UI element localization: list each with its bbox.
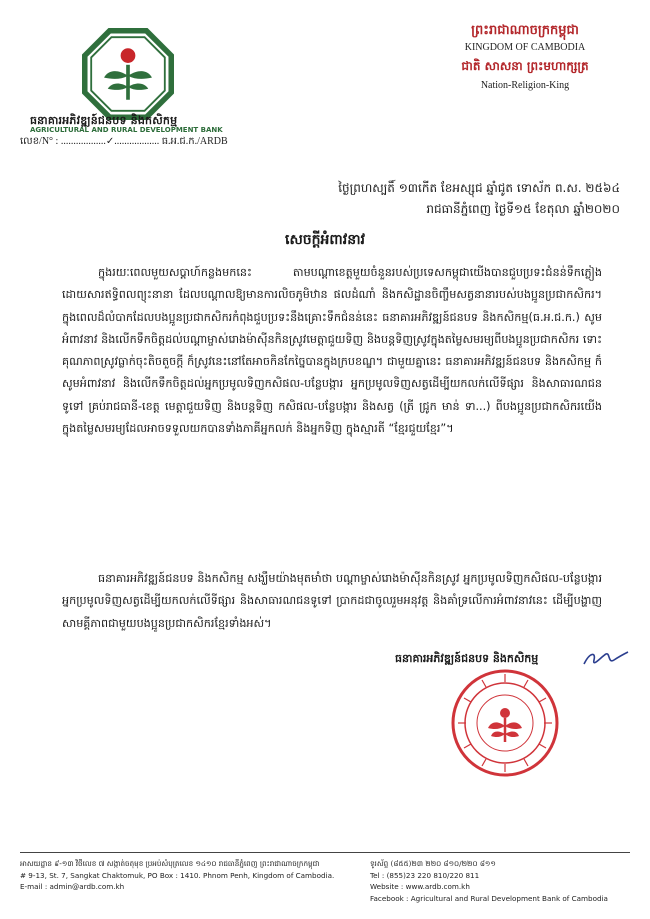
bank-name-khmer: ធនាគារអភិវឌ្ឍន៍ជនបទ និងកសិកម្ម bbox=[30, 114, 178, 127]
bank-name-english: AGRICULTURAL AND RURAL DEVELOPMENT BANK bbox=[30, 126, 223, 134]
bank-logo-icon bbox=[82, 28, 174, 120]
footer-facebook[interactable]: Facebook : Agricultural and Rural Development Bank of Cambodia bbox=[370, 893, 608, 903]
footer-divider bbox=[20, 852, 630, 853]
footer-address-block bbox=[20, 858, 350, 893]
footer-address-khmer: អាសយដ្ឋាន ៩-១៣ វិថីលេខ ៧ សង្កាត់ចតុមុខ ប្រអប់សំបុត្រលេខ ១៤១០ រាជធានីភ្នំពេញ ព្រះរាជាណាចក្រកម្ពុជា bbox=[20, 859, 320, 868]
footer-phone-english: Tel : (855)23 220 810/220 811 bbox=[370, 870, 480, 880]
signatory-bank-name: ធនាគារអភិវឌ្ឍន៍ជនបទ និងកសិកម្ម bbox=[395, 652, 539, 665]
footer-phone-khmer: ទូរស័ព្ទ (៨៥៥)២៣ ២២០ ៨១០/២២០ ៨១១ bbox=[370, 859, 496, 868]
motto-khmer: ជាតិ សាសនា ព្រះមហាក្សត្រ bbox=[461, 59, 589, 73]
lunar-date: ថ្ងៃព្រហស្បតិ៍ ១៣កើត ខែអស្សុជ ឆ្នាំជូត ទោស័ក ព.ស. ២៥៦៤ bbox=[338, 181, 620, 195]
kingdom-khmer: ព្រះរាជាណាចក្រកម្ពុជា bbox=[471, 23, 579, 38]
official-seal-icon bbox=[450, 668, 560, 778]
footer-address-english: # 9-13, St. 7, Sangkat Chaktomuk, PO Box : 1410. Phnom Penh, Kingdom of Cambodia. bbox=[20, 870, 335, 880]
signature-icon bbox=[580, 648, 630, 670]
body-paragraph-2: ធនាគារអភិវឌ្ឍន៍ជនបទ និងកសិកម្ម សង្ឃឹមយ៉ាងមុតមាំថា បណ្តាម្ចាស់រោងម៉ាស៊ីនកិនស្រូវ អ្នកប្រមូលទិញកសិផល-បន្លែបង្ការ អ្នកប្រមូលទិញសត្វដើម្បីយកលក់លើទីផ្សារ និងសាធារណជនទូទៅ ប្រាកដជាចូលរួមអនុវត្ត និងគាំទ្រលើការអំពាវនាវនេះ ដើម្បីបង្ហាញសាមគ្គីភាពជាមួយបងប្អូនប្រជាកសិករខ្មែរទាំងអស់។ bbox=[62, 572, 602, 630]
footer-email[interactable]: E-mail : admin@ardb.com.kh bbox=[20, 882, 125, 891]
document-title: សេចក្តីអំពាវនាវ bbox=[285, 232, 365, 248]
solar-date: រាជធានីភ្នំពេញ ថ្ងៃទី១៥ ខែតុលា ឆ្នាំ២០២០ bbox=[426, 202, 620, 216]
kingdom-english: KINGDOM OF CAMBODIA bbox=[464, 42, 586, 53]
footer-contact-block bbox=[370, 858, 635, 904]
body-paragraph-1: ក្នុងរយៈពេលមួយសប្តាហ៍កន្លងមកនេះ តាមបណ្តាខេត្តមួយចំនួនរបស់ប្រទេសកម្ពុជាយើងបានជួបប្រទះជំនន់ទឹកភ្លៀង ដោយសារឥទ្ធិពលព្យុះនានា ដែលបណ្តាលឱ្យមានការលិចភូមិឋាន ផលដំណាំ និងកសិដ្ឋានចិញ្ចឹមសត្វនានារបស់បងប្អូនប្រជាកសិករ។ ក្នុងពេលដ៏លំបាកដែលបងប្អូនប្រជាកសិករកំពុងជួបប្រទះនឹងគ្រោះទឹកជំនន់នេះ ធនាគារអភិវឌ្ឍន៍ជនបទ និងកសិកម្ម(ធ.អ.ជ.ក.) សូមអំពាវនាវ និងលើកទឹកចិត្តដល់បណ្តាម្ចាស់រោងម៉ាស៊ីនកិនស្រូវមេត្តាជួយទិញ និងបន្តទិញស្រូវក្នុងតម្លៃសមរម្យពីបងប្អូនប្រជាកសិករ ទោះគុណភាពស្រូវធ្លាក់ចុះតិចតួចក្តី ក៏ស្រូវនេះនៅតែអាចកិនកែច្នៃបានក្នុងក្របខណ្ឌ។ ជាមួយគ្នានេះ ធនាគារអភិវឌ្ឍន៍ជនបទ និងកសិកម្ម ក៏សូមអំពាវនាវ និងលើកទឹកចិត្តដល់អ្នកប្រមូលទិញកសិផល-បន្លែបង្ការ អ្នកប្រមូលទិញសត្វដើម្បីយកលក់លើទីផ្សារ និងសាធារណជនទូទៅ គ្រប់រាជធានី-ខេត្ត មេត្តាជួយទិញ និងបន្តទិញ កសិផល-បន្លែបង្ការ និងសត្វ (ត្រី ជ្រូក មាន់ ទា...) ពីបងប្អូនប្រជាកសិករយើង ក្នុងតម្លៃសមរម្យដែលអាចទទួលយកបានទាំងភាគីអ្នកលក់ និងអ្នកទិញ ក្នុងស្មារតី “ខ្មែរជួយខ្មែរ”។ bbox=[62, 266, 602, 436]
footer-website[interactable]: Website : www.ardb.com.kh bbox=[370, 882, 470, 891]
reference-number: លេខ/N° : ..................✓.................. ធ.អ.ជ.ក./ARDB bbox=[20, 136, 228, 147]
motto-english: Nation-Religion-King bbox=[480, 80, 570, 91]
